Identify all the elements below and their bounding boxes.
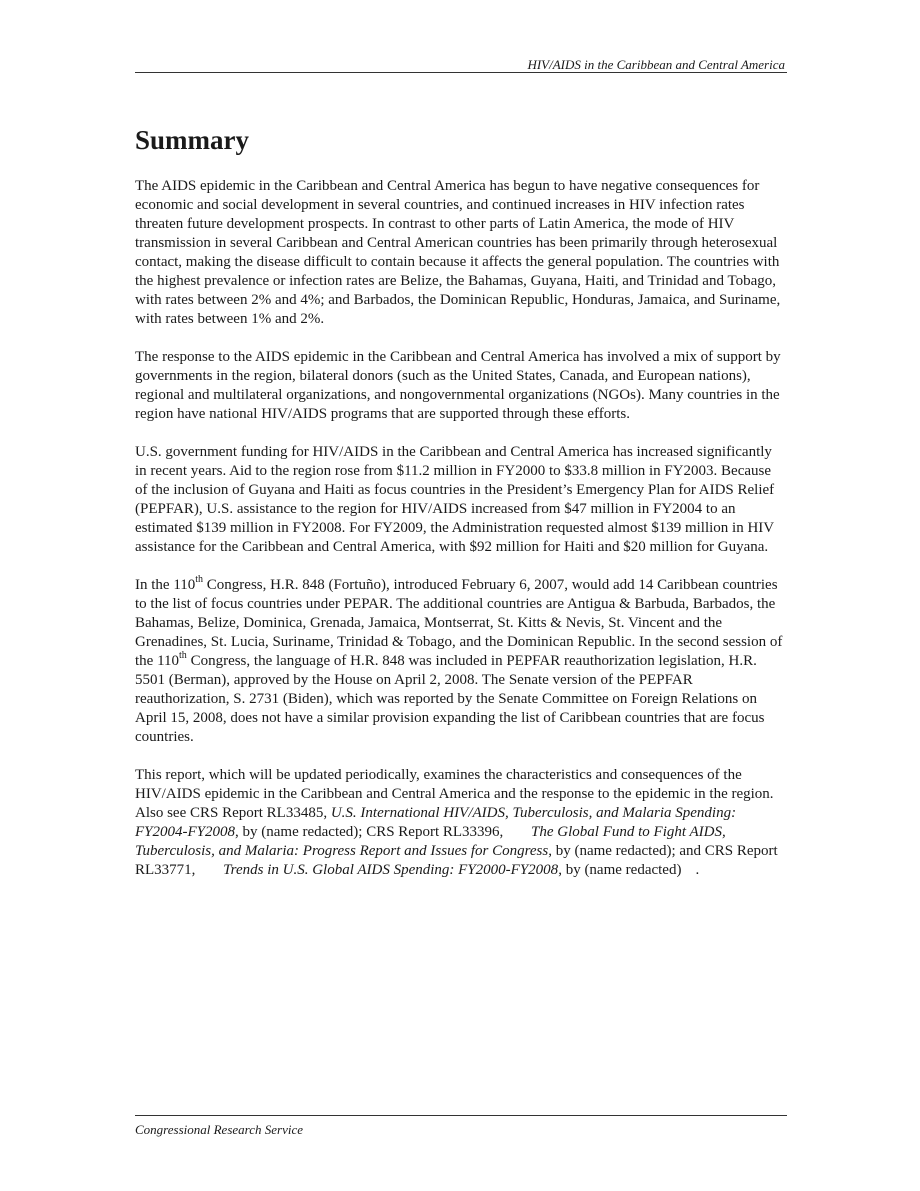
paragraph-3: U.S. government funding for HIV/AIDS in the Caribbean and Central America has increased significantly in recent years. Aid to the region rose from $11.2 million in FY2000 to $33.8 million in FY2003. Because of the inclusion of Guyana and Haiti as focus countries in the President’s Emergency Plan for AIDS Relief (PEPFAR), U.S. assistance to the region for HIV/AIDS increased from $47 million in FY2004 to an estimated $139 million in FY2008. For FY2009, the Administration requested almost $139 million in HIV assistance for the Caribbean and Central America, with $92 million for Haiti and $20 million for Guyana.: [135, 444, 775, 555]
page-title: Summary: [135, 125, 249, 155]
summary-body: [135, 177, 787, 899]
report-title-rl33771: Trends in U.S. Global AIDS Spending: FY2000-FY2008: [223, 862, 559, 878]
p5-part-d: , by (name redacted): [558, 862, 682, 878]
paragraph-4: [135, 576, 787, 747]
footer-publisher: Congressional Research Service: [135, 1122, 303, 1137]
running-header: HIV/AIDS in the Caribbean and Central America: [527, 57, 785, 72]
paragraph-1: The AIDS epidemic in the Caribbean and Central America has begun to have negative consequences for economic and social development in several countries, and continued increases in HIV infection rates threaten future development prospects. In contrast to other parts of Latin America, the mode of HIV transmission in several Caribbean and Central American countries has been primarily through heterosexual contact, making the disease difficult to contain because it affects the general population. The countries with the highest prevalence or infection rates are Belize, the Bahamas, Guyana, Haiti, and Trinidad and Tobago, with rates between 2% and 4%; and Barbados, the Dominican Republic, Honduras, Jamaica, and Suriname, with rates between 1% and 2%.: [135, 178, 781, 327]
p5-part-a: This report, which will be updated periodically, examines the characteristics and consequences of the HIV/AIDS epidemic in the Caribbean and Central America and the response to the epidemic in the region. Also see CRS Report RL33485,: [135, 767, 774, 821]
ordinal-suffix: th: [195, 574, 204, 585]
p5-part-b: , by (name redacted); CRS Report RL33396,: [235, 824, 508, 840]
report-title-rl33396: The Global Fund to Fight AIDS, Tuberculosis, and Malaria: Progress Report and Issues for Congress: [135, 824, 726, 859]
p4-part-a: In the 110: [135, 577, 196, 593]
p5-part-c: , by (name redacted); and CRS Report RL33771,: [135, 843, 778, 878]
report-title-rl33485: U.S. International HIV/AIDS, Tuberculosis, and Malaria Spending: FY2004-FY2008: [135, 805, 737, 840]
p4-part-c: Congress, the language of H.R. 848 was included in PEPFAR reauthorization legislation, H.R. 5501 (Berman), approved by the House on April 2, 2008. The Senate version of the PEPFAR reauthorization, S. 2731 (Biden), which was reported by the Senate Committee on Foreign Relations on April 15, 2008, does not have a similar provision expanding the list of Caribbean countries that are focus countries.: [135, 653, 765, 745]
ordinal-suffix: th: [179, 650, 187, 661]
p4-part-b: Congress, H.R. 848 (Fortuño), introduced February 6, 2007, would add 14 Caribbean countries to the list of focus countries under PEPAR. The additional countries are Antigua & Barbuda, Barbados, the Bahamas, Belize, Dominica, Grenada, Jamaica, Montserrat, St. Kitts & Nevis, St. Vincent and the Grenadines, St. Lucia, Suriname, Trinidad & Tobago, and the Dominican Republic. In the second session of the 110: [135, 577, 783, 669]
footer-divider: [135, 1115, 787, 1116]
paragraph-5: [135, 766, 787, 880]
p5-part-e: .: [695, 862, 700, 878]
paragraph-2: The response to the AIDS epidemic in the Caribbean and Central America has involved a mix of support by governments in the region, bilateral donors (such as the United States, Canada, and European nations), regional and multilateral organizations, and nongovernmental organizations (NGOs). Many countries in the region have national HIV/AIDS programs that are supported through these efforts.: [135, 349, 781, 422]
header-divider: [135, 72, 787, 73]
